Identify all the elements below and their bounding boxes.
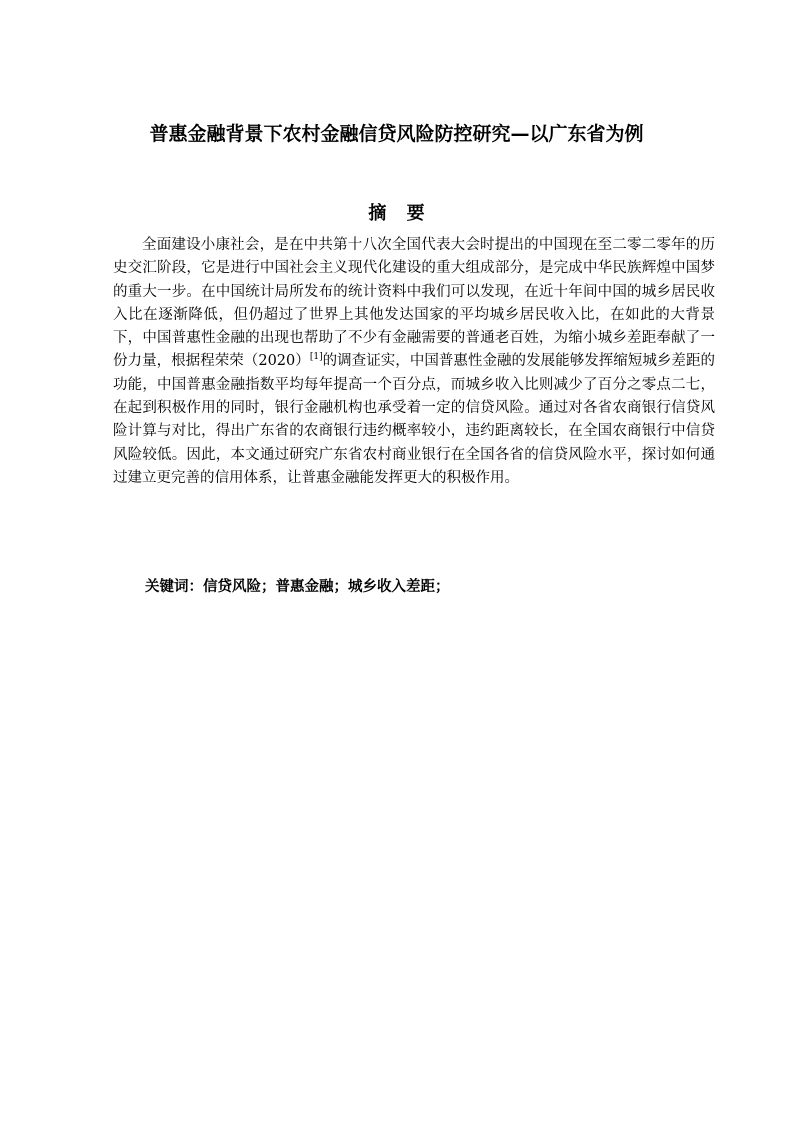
keywords-line: [145, 574, 705, 600]
abstract-text-part2: 的调查证实，中国普惠性金融的发展能够发挥缩短城乡差距的功能，中国普惠金融指数平均每年提高一个百分点，而城乡收入比则减少了百分之零点二七，在起到积极作用的同时，银行金融机构也承受着一定的信贷风险。通过对各省农商银行信贷风险计算与对比，得出广东省的农商银行违约概率较小，违约距离较长，在全国农商银行中信贷风险较低。因此，本文通过研究广东省农村商业银行在全国各省的信贷风险水平，探讨如何通过建立更完善的信用体系，让普惠金融能发挥更大的积极作用。: [113, 353, 716, 486]
citation-marker[interactable]: [1]: [309, 352, 323, 363]
abstract-heading: 摘 要: [368, 203, 425, 224]
abstract-text-part1: 全面建设小康社会，是在中共第十八次全国代表大会时提出的中国现在至二零二零年的历史交汇阶段，它是进行中国社会主义现代化建设的重大组成部分，是完成中华民族辉煌中国梦的重大一步。在中国统计局所发布的统计资料中我们可以发现，在近十年间中国的城乡居民收入比在逐渐降低，但仍超过了世界上其他发达国家的平均城乡居民收入比，在如此的大背景下，中国普惠性金融的出现也帮助了不少有金融需要的普通老百姓，为缩小城乡差距奉献了一份力量，根据程荣荣（2020）: [113, 237, 715, 370]
keywords-text: 信贷风险；普惠金融；城乡收入差距；: [203, 579, 450, 595]
keywords-label: 关键词：: [145, 579, 203, 595]
abstract-paragraph: [113, 234, 715, 490]
paper-title: 普惠金融背景下农村金融信贷风险防控研究—以广东省为例: [149, 123, 644, 145]
